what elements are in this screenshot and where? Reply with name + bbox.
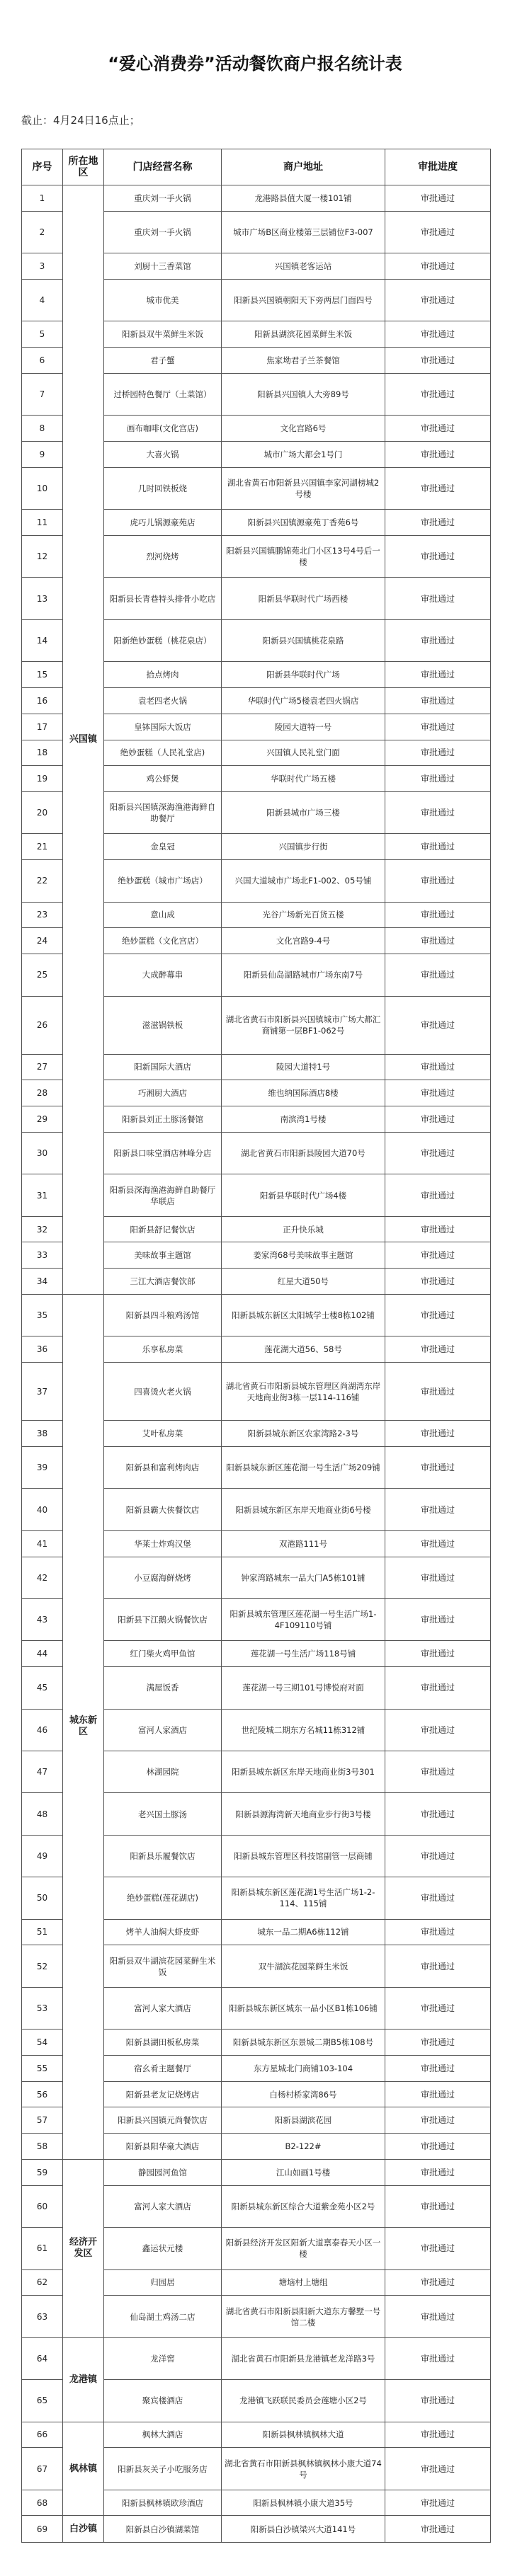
store-address: 莲花湖一号生活广场118号铺 [222, 1641, 385, 1667]
store-name: 阳新县阳华豪大酒店 [104, 2134, 222, 2160]
header-name: 门店经营名称 [104, 149, 222, 185]
row-number: 9 [22, 442, 63, 468]
approval-status: 审批通过 [385, 1751, 491, 1792]
approval-status: 审批通过 [385, 2422, 491, 2448]
store-address: 陵园大道特一号 [222, 714, 385, 740]
row-number: 12 [22, 535, 63, 577]
store-address: 阳新县湖滨花园 [222, 2107, 385, 2134]
store-name: 滋滋锅铁板 [104, 996, 222, 1054]
store-address: 江山如画1号楼 [222, 2159, 385, 2185]
row-number: 7 [22, 373, 63, 415]
row-number: 69 [22, 2516, 63, 2543]
store-name: 阳新县深海渔港海鲜自助餐厅华联店 [104, 1174, 222, 1216]
store-name: 阳新国际大酒店 [104, 1054, 222, 1080]
store-address: 城市广场大都会1号门 [222, 442, 385, 468]
store-address: 白杨村桥家湾86号 [222, 2081, 385, 2107]
district-cell: 白沙镇 [63, 2516, 104, 2543]
store-name: 阳新绝妙蛋糕（桃花泉店） [104, 619, 222, 661]
table-row [22, 2337, 491, 2379]
store-name: 阳新县霸大侠餐饮店 [104, 1489, 222, 1530]
store-name: 重庆刘一手火锅 [104, 185, 222, 212]
store-address: 文化宫路9-4号 [222, 928, 385, 954]
row-number: 56 [22, 2081, 63, 2107]
store-address: 钟家湾路城东一品大门A5栋101铺 [222, 1557, 385, 1598]
approval-status: 审批通过 [385, 1835, 491, 1877]
store-address: 正升快乐城 [222, 1216, 385, 1242]
store-name: 聚宾楼酒店 [104, 2380, 222, 2422]
store-address: 阳新县枫林镇小康大道35号 [222, 2490, 385, 2516]
store-address: 阳新县兴国镇源豪苑丁香苑6号 [222, 510, 385, 536]
row-number: 46 [22, 1709, 63, 1751]
approval-status: 审批通过 [385, 1080, 491, 1106]
approval-status: 审批通过 [385, 1641, 491, 1667]
store-address: 城市广场B区商业楼第三层铺位F3-007 [222, 211, 385, 253]
approval-status: 审批通过 [385, 2134, 491, 2160]
approval-status: 审批通过 [385, 373, 491, 415]
approval-status: 审批通过 [385, 348, 491, 374]
store-name: 大喜火锅 [104, 442, 222, 468]
store-name: 归园居 [104, 2269, 222, 2296]
row-number: 28 [22, 1080, 63, 1106]
store-address: 湖北省黄石市阳新县枫林镇枫林小康大道74号 [222, 2448, 385, 2490]
store-address: 阳新县城东新区农家湾路2-3号 [222, 1421, 385, 1447]
approval-status: 审批通过 [385, 619, 491, 661]
store-name: 阳新县四斗粮鸡汤馆 [104, 1295, 222, 1336]
store-address: 湖北省黄石市阳新县城东管理区尚湖湾东岸天地商业街3栋一层114-116铺 [222, 1363, 385, 1421]
store-name: 画布咖啡(文化宫店) [104, 416, 222, 442]
row-number: 10 [22, 467, 63, 509]
store-address: 光谷广场新光百货五楼 [222, 902, 385, 928]
store-address: 兴国镇人民礼堂门面 [222, 740, 385, 766]
store-address: 姜家湾68号美味故事主题馆 [222, 1242, 385, 1269]
store-address: 阳新县兴国镇人大旁89号 [222, 373, 385, 415]
row-number: 16 [22, 687, 63, 714]
approval-status: 审批通过 [385, 1709, 491, 1751]
approval-status: 审批通过 [385, 1216, 491, 1242]
row-number: 24 [22, 928, 63, 954]
approval-status: 审批通过 [385, 902, 491, 928]
store-name: 绝妙蛋糕（人民礼堂店) [104, 740, 222, 766]
store-address: 阳新县城东新区东岸天地商业街6号楼 [222, 1489, 385, 1530]
approval-status: 审批通过 [385, 1106, 491, 1133]
store-address: 华联时代广场5楼袁老四火锅店 [222, 687, 385, 714]
approval-status: 审批通过 [385, 321, 491, 348]
district-cell: 枫林镇 [63, 2422, 104, 2516]
row-number: 66 [22, 2422, 63, 2448]
approval-status: 审批通过 [385, 2337, 491, 2379]
row-number: 49 [22, 1835, 63, 1877]
row-number: 54 [22, 2030, 63, 2056]
store-address: 阳新县城东新区太阳城学士楼8栋102铺 [222, 1295, 385, 1336]
row-number: 5 [22, 321, 63, 348]
table-body [22, 185, 491, 2543]
store-name: 绝妙蛋糕(莲花湖店) [104, 1877, 222, 1919]
store-address: 阳新县白沙镇梁兴大道141号 [222, 2516, 385, 2543]
row-number: 64 [22, 2337, 63, 2379]
store-address: 兴国镇步行街 [222, 834, 385, 860]
approval-status: 审批通过 [385, 1530, 491, 1557]
store-name: 几时回铁板烧 [104, 467, 222, 509]
row-number: 30 [22, 1132, 63, 1174]
row-number: 4 [22, 279, 63, 321]
store-name: 烈河烧烤 [104, 535, 222, 577]
store-address: 阳新县华联时代广场4楼 [222, 1174, 385, 1216]
store-address: 莲花湖一号三期101号博悦府对面 [222, 1667, 385, 1709]
store-address: 兴国镇老客运站 [222, 253, 385, 280]
row-number: 32 [22, 1216, 63, 1242]
store-name: 皇钵国际大饭店 [104, 714, 222, 740]
store-address: 阳新县兴国镇朝阳天下旁两层门面四号 [222, 279, 385, 321]
store-name: 阳新县长青巷特头排骨小吃店 [104, 578, 222, 619]
row-number: 48 [22, 1793, 63, 1835]
row-number: 22 [22, 860, 63, 902]
approval-status: 审批通过 [385, 211, 491, 253]
row-number: 33 [22, 1242, 63, 1269]
store-address: 陵园大道特1号 [222, 1054, 385, 1080]
approval-status: 审批通过 [385, 1987, 491, 2029]
store-name: 红门柴火鸡甲鱼馆 [104, 1641, 222, 1667]
row-number: 26 [22, 996, 63, 1054]
store-name: 大成醉幕串 [104, 954, 222, 996]
store-name: 刘厨十三香菜馆 [104, 253, 222, 280]
table-header-row [22, 149, 491, 185]
row-number: 37 [22, 1363, 63, 1421]
store-name: 富河人家大酒店 [104, 1987, 222, 2029]
row-number: 63 [22, 2296, 63, 2337]
store-name: 阳新县舒记餐饮店 [104, 1216, 222, 1242]
approval-status: 审批通过 [385, 185, 491, 212]
row-number: 57 [22, 2107, 63, 2134]
store-address: 湖北省黄石市阳新县兴国镇李家河湖榜城2号楼 [222, 467, 385, 509]
store-name: 枫林大酒店 [104, 2422, 222, 2448]
store-address: 龙港镇飞跃联民委员会莲塘小区2号 [222, 2380, 385, 2422]
row-number: 2 [22, 211, 63, 253]
store-name: 三江大酒店餐饮部 [104, 1269, 222, 1295]
approval-status: 审批通过 [385, 535, 491, 577]
store-address: 兴国大道城市广场北F1-002、05号铺 [222, 860, 385, 902]
row-number: 14 [22, 619, 63, 661]
store-name: 意山成 [104, 902, 222, 928]
approval-status: 审批通过 [385, 2380, 491, 2422]
approval-status: 审批通过 [385, 1295, 491, 1336]
store-address: 阳新县城东新区东景城二期B5栋108号 [222, 2030, 385, 2056]
approval-status: 审批通过 [385, 1945, 491, 1987]
row-number: 39 [22, 1446, 63, 1488]
approval-status: 审批通过 [385, 2185, 491, 2227]
store-name: 阳新县白沙镇湖菜馆 [104, 2516, 222, 2543]
approval-status: 审批通过 [385, 2490, 491, 2516]
approval-status: 审批通过 [385, 578, 491, 619]
approval-status: 审批通过 [385, 1242, 491, 1269]
store-name: 阳新县口味堂酒店林峰分店 [104, 1132, 222, 1174]
approval-status: 审批通过 [385, 442, 491, 468]
row-number: 61 [22, 2228, 63, 2269]
store-name: 小豆腐海鲜烧烤 [104, 1557, 222, 1598]
store-address: 阳新县城东管理区莲花湖一号生活广场1-4F109110号铺 [222, 1598, 385, 1640]
row-number: 45 [22, 1667, 63, 1709]
store-name: 阳新县灰关子小吃服务店 [104, 2448, 222, 2490]
approval-status: 审批通过 [385, 1877, 491, 1919]
row-number: 21 [22, 834, 63, 860]
store-address: 阳新县城东管理区科技馆副管一层商铺 [222, 1835, 385, 1877]
approval-status: 审批通过 [385, 2448, 491, 2490]
approval-status: 审批通过 [385, 279, 491, 321]
approval-status: 审批通过 [385, 1667, 491, 1709]
approval-status: 审批通过 [385, 2081, 491, 2107]
store-address: 红星大道50号 [222, 1269, 385, 1295]
row-number: 31 [22, 1174, 63, 1216]
store-address: 湖北省黄石市阳新县兴国镇城市广场大都汇商铺第一层BF1-062号 [222, 996, 385, 1054]
approval-status: 审批通过 [385, 687, 491, 714]
store-name: 鑫运状元楼 [104, 2228, 222, 2269]
store-name: 绝妙蛋糕（文化宫店） [104, 928, 222, 954]
store-address: 文化宫路6号 [222, 416, 385, 442]
store-name: 美味故事主题馆 [104, 1242, 222, 1269]
store-name: 阳新县刘正土豚汤餐馆 [104, 1106, 222, 1133]
store-address: 阳新县城东新区莲花湖1号生活广场1-2-114、115铺 [222, 1877, 385, 1919]
approval-status: 审批通过 [385, 2516, 491, 2543]
row-number: 19 [22, 766, 63, 792]
store-address: 湖北省黄石市阳新县阳新大道东方馨墅一号馆二楼 [222, 2296, 385, 2337]
row-number: 3 [22, 253, 63, 280]
store-address: 阳新县华联时代广场 [222, 662, 385, 688]
row-number: 65 [22, 2380, 63, 2422]
approval-status: 审批通过 [385, 792, 491, 834]
store-address: 阳新县城东新区东岸天地商业街3号301 [222, 1751, 385, 1792]
approval-status: 审批通过 [385, 1793, 491, 1835]
approval-status: 审批通过 [385, 2159, 491, 2185]
store-name: 林湖园院 [104, 1751, 222, 1792]
store-name: 阳新县双牛湖滨花园菜鲜生米饭 [104, 1945, 222, 1987]
store-name: 虎巧儿锅源豪苑店 [104, 510, 222, 536]
row-number: 17 [22, 714, 63, 740]
approval-status: 审批通过 [385, 1919, 491, 1945]
approval-status: 审批通过 [385, 1336, 491, 1363]
row-number: 42 [22, 1557, 63, 1598]
store-name: 阳新县老友记烧烤店 [104, 2081, 222, 2107]
store-address: B2-122# [222, 2134, 385, 2160]
row-number: 62 [22, 2269, 63, 2296]
store-name: 金皇冠 [104, 834, 222, 860]
store-name: 富河人家酒店 [104, 1709, 222, 1751]
table-row [22, 185, 491, 212]
row-number: 60 [22, 2185, 63, 2227]
district-cell: 经济开发区 [63, 2159, 104, 2337]
row-number: 34 [22, 1269, 63, 1295]
row-number: 58 [22, 2134, 63, 2160]
store-address: 焦家坳君子兰茶餐馆 [222, 348, 385, 374]
store-address: 世纪陵城二期东方名城11栋312铺 [222, 1709, 385, 1751]
approval-status: 审批通过 [385, 740, 491, 766]
row-number: 52 [22, 1945, 63, 1987]
approval-status: 审批通过 [385, 416, 491, 442]
table-row [22, 2422, 491, 2448]
district-cell: 龙港镇 [63, 2337, 104, 2422]
store-name: 艾叶私房菜 [104, 1421, 222, 1447]
row-number: 20 [22, 792, 63, 834]
row-number: 68 [22, 2490, 63, 2516]
approval-status: 审批通过 [385, 1269, 491, 1295]
row-number: 27 [22, 1054, 63, 1080]
store-name: 阳新县兴国镇深海渔港海鲜自助餐厅 [104, 792, 222, 834]
store-address: 阳新县兴国镇鹏锦苑北门小区13号4号后一楼 [222, 535, 385, 577]
row-number: 29 [22, 1106, 63, 1133]
store-name: 绝妙蛋糕（城市广场店） [104, 860, 222, 902]
store-address: 塘垴村上塘组 [222, 2269, 385, 2296]
district-cell: 城东新区 [63, 1295, 104, 2160]
approval-status: 审批通过 [385, 510, 491, 536]
store-name: 仙岛湖土鸡汤二店 [104, 2296, 222, 2337]
store-address: 湖北省黄石市阳新县陵园大道70号 [222, 1132, 385, 1174]
store-address: 阳新县仙岛湖路城市广场东南7号 [222, 954, 385, 996]
approval-status: 审批通过 [385, 1363, 491, 1421]
store-address: 阳新县城市广场三楼 [222, 792, 385, 834]
store-name: 鸡公虾煲 [104, 766, 222, 792]
row-number: 11 [22, 510, 63, 536]
approval-status: 审批通过 [385, 834, 491, 860]
store-address: 湖北省黄石市阳新县龙港镇老龙洋路3号 [222, 2337, 385, 2379]
row-number: 25 [22, 954, 63, 996]
store-address: 南滨湾1号楼 [222, 1106, 385, 1133]
approval-status: 审批通过 [385, 1598, 491, 1640]
store-name: 四喜烫火老火锅 [104, 1363, 222, 1421]
store-address: 阳新县城东新区综合大道紫金苑小区2号 [222, 2185, 385, 2227]
row-number: 8 [22, 416, 63, 442]
registration-table [21, 149, 491, 2543]
approval-status: 审批通过 [385, 467, 491, 509]
store-name: 阳新县湖田板私房菜 [104, 2030, 222, 2056]
store-name: 阳新县兴国镇元尚餐饮店 [104, 2107, 222, 2134]
approval-status: 审批通过 [385, 860, 491, 902]
row-number: 59 [22, 2159, 63, 2185]
store-name: 宿幺肴主题餐厅 [104, 2055, 222, 2081]
row-number: 15 [22, 662, 63, 688]
approval-status: 审批通过 [385, 1421, 491, 1447]
row-number: 41 [22, 1530, 63, 1557]
store-name: 阳新县和富利烤肉店 [104, 1446, 222, 1488]
store-address: 龙港路县值大厦一楼101铺 [222, 185, 385, 212]
store-address: 莲花湖大道56、58号 [222, 1336, 385, 1363]
row-number: 1 [22, 185, 63, 212]
store-address: 阳新县湖滨花园菜鲜生米饭 [222, 321, 385, 348]
store-address: 华联时代广场五楼 [222, 766, 385, 792]
store-name: 烤羊人油焖大虾皮虾 [104, 1919, 222, 1945]
approval-status: 审批通过 [385, 253, 491, 280]
store-name: 阳新县乐履餐饮店 [104, 1835, 222, 1877]
store-address: 双港路111号 [222, 1530, 385, 1557]
store-name: 阳新县枫林镇欧珍酒店 [104, 2490, 222, 2516]
store-name: 重庆刘一手火锅 [104, 211, 222, 253]
store-name: 华莱士炸鸡汉堡 [104, 1530, 222, 1557]
store-address: 维也纳国际酒店8楼 [222, 1080, 385, 1106]
table-row [22, 2516, 491, 2543]
row-number: 43 [22, 1598, 63, 1640]
store-name: 袁老四老火锅 [104, 687, 222, 714]
approval-status: 审批通过 [385, 714, 491, 740]
table-row [22, 1295, 491, 1336]
store-name: 阳新县双牛菜鲜生米饭 [104, 321, 222, 348]
store-name: 静园园河鱼馆 [104, 2159, 222, 2185]
store-address: 阳新县源海湾新天地商业步行街3号楼 [222, 1793, 385, 1835]
approval-status: 审批通过 [385, 928, 491, 954]
as-of-note: 截止：4月24日16点止； [21, 114, 140, 127]
document-title: “爱心消费券”活动餐饮商户报名统计表 [108, 54, 402, 74]
row-number: 47 [22, 1751, 63, 1792]
store-name: 君子蟹 [104, 348, 222, 374]
store-address: 阳新县华联时代广场西楼 [222, 578, 385, 619]
row-number: 50 [22, 1877, 63, 1919]
row-number: 51 [22, 1919, 63, 1945]
row-number: 38 [22, 1421, 63, 1447]
store-name: 龙洋窖 [104, 2337, 222, 2379]
store-name: 城市优美 [104, 279, 222, 321]
row-number: 35 [22, 1295, 63, 1336]
header-district: 所在地区 [63, 149, 104, 185]
row-number: 53 [22, 1987, 63, 2029]
approval-status: 审批通过 [385, 766, 491, 792]
store-address: 阳新县兴国镇桃花泉路 [222, 619, 385, 661]
store-name: 富河人家大酒店 [104, 2185, 222, 2227]
approval-status: 审批通过 [385, 1132, 491, 1174]
store-address: 城东一品二期A6栋112铺 [222, 1919, 385, 1945]
header-no: 序号 [22, 149, 63, 185]
approval-status: 审批通过 [385, 1489, 491, 1530]
approval-status: 审批通过 [385, 2055, 491, 2081]
approval-status: 审批通过 [385, 662, 491, 688]
store-address: 阳新县城东新区莲花湖一号生活广场209铺 [222, 1446, 385, 1488]
approval-status: 审批通过 [385, 2107, 491, 2134]
approval-status: 审批通过 [385, 2296, 491, 2337]
store-name: 老兴国土豚汤 [104, 1793, 222, 1835]
store-name: 阳新县下江鹅火锅餐饮店 [104, 1598, 222, 1640]
header-address: 商户地址 [222, 149, 385, 185]
store-name: 拾点烤肉 [104, 662, 222, 688]
store-address: 阳新县枫林镇枫林大道 [222, 2422, 385, 2448]
district-cell: 兴国镇 [63, 185, 104, 1295]
row-number: 23 [22, 902, 63, 928]
store-address: 阳新县经济开发区阳新大道禀泰春天小区一楼 [222, 2228, 385, 2269]
approval-status: 审批通过 [385, 954, 491, 996]
row-number: 36 [22, 1336, 63, 1363]
store-address: 双牛湖滨花园菜鲜生米饭 [222, 1945, 385, 1987]
row-number: 40 [22, 1489, 63, 1530]
store-address: 东方星城北门商铺103-104 [222, 2055, 385, 2081]
store-name: 满屋饭香 [104, 1667, 222, 1709]
approval-status: 审批通过 [385, 2228, 491, 2269]
table-row [22, 2159, 491, 2185]
approval-status: 审批通过 [385, 1557, 491, 1598]
row-number: 67 [22, 2448, 63, 2490]
store-address: 阳新县城东新区城东一品小区B1栋106铺 [222, 1987, 385, 2029]
row-number: 44 [22, 1641, 63, 1667]
store-name: 巧湘厨大酒店 [104, 1080, 222, 1106]
approval-status: 审批通过 [385, 1054, 491, 1080]
row-number: 55 [22, 2055, 63, 2081]
store-name: 乐享私房菜 [104, 1336, 222, 1363]
approval-status: 审批通过 [385, 1446, 491, 1488]
header-status: 审批进度 [385, 149, 491, 185]
approval-status: 审批通过 [385, 2030, 491, 2056]
approval-status: 审批通过 [385, 2269, 491, 2296]
row-number: 6 [22, 348, 63, 374]
approval-status: 审批通过 [385, 1174, 491, 1216]
store-name: 过桥园特色餐厅（土菜馆） [104, 373, 222, 415]
approval-status: 审批通过 [385, 996, 491, 1054]
row-number: 13 [22, 578, 63, 619]
row-number: 18 [22, 740, 63, 766]
